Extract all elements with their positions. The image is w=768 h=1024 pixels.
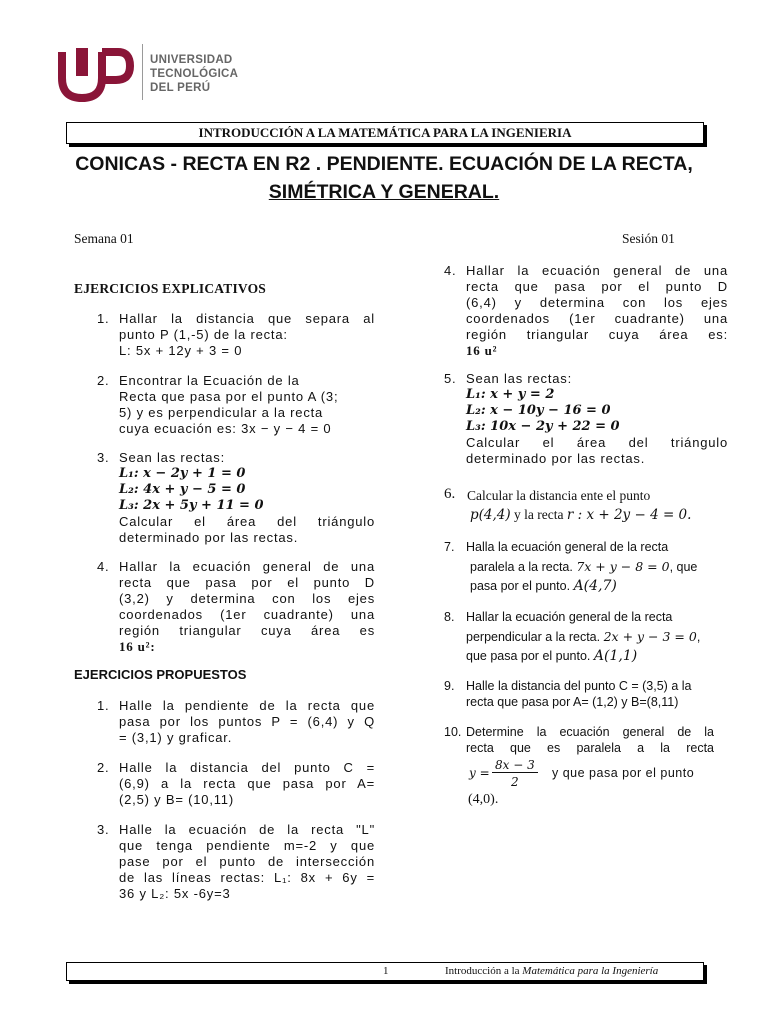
page-title <box>40 150 728 206</box>
semana-label: Semana 01 <box>74 231 134 246</box>
item-line: recta que pasa por el punto D <box>119 575 375 590</box>
fraction-bar <box>492 772 538 773</box>
university-line-1: UNIVERSIDAD <box>150 54 233 66</box>
item-number: 6. <box>444 486 456 502</box>
item-line: recta que es paralela a la recta <box>466 741 714 755</box>
item-line: coordenados (1er cuadrante) una <box>466 311 728 326</box>
item-line: 16 u²: <box>119 639 156 654</box>
fraction-denominator: 2 <box>511 775 519 789</box>
point-a: A(1,1) <box>593 648 638 664</box>
item-line: 16 u² <box>466 343 498 358</box>
right-item-4 <box>444 263 728 361</box>
item-number: 1. <box>97 698 110 713</box>
item-equation: 2x + y − 3 = 0 <box>603 629 697 644</box>
title-line-1: CONICAS - RECTA EN R2 . PENDIENTE. ECUACIÓN DE LA RECTA, <box>75 153 693 175</box>
item-line: Halle la ecuación de la recta "L" <box>119 822 375 837</box>
right-item-8 <box>444 608 734 662</box>
fraction-lhs: y = <box>469 766 490 780</box>
item-number: 1. <box>97 311 110 326</box>
item-number: 2. <box>97 373 110 388</box>
item-equation: L₃: 10x − 2y + 22 = 0 <box>466 419 620 434</box>
item-line: Hallar la ecuación general de la recta <box>466 610 673 624</box>
point: (4,0). <box>468 792 499 807</box>
item-line: 36 y L₂: 5x -6y=3 <box>119 886 231 901</box>
item-line: Calcular la distancia ente el punto <box>467 488 651 503</box>
item-line: Halle la pendiente de la recta que <box>119 698 375 713</box>
item-line: Hallar la ecuación general de una <box>466 263 728 278</box>
item-line: Sean las rectas: <box>466 371 573 386</box>
item-line: = (3,1) y graficar. <box>119 730 233 745</box>
footer-text-italic: Matemática para la Ingeniería <box>522 965 659 977</box>
item-line: perpendicular a la recta. <box>466 630 601 644</box>
item-line: pasa por el punto. <box>470 579 571 593</box>
point-p: p(4,4) <box>470 507 511 523</box>
item-number: 10. <box>444 725 462 739</box>
item-number: 3. <box>97 822 110 837</box>
item-line: coordenados (1er cuadrante) una <box>119 607 375 622</box>
right-item-5 <box>444 371 728 469</box>
item-line: Sean las rectas: <box>119 450 226 465</box>
item-line: Recta que pasa por el punto A (3; <box>119 389 339 404</box>
utp-logo <box>58 44 134 104</box>
item-equation: L₂: 4x + y − 5 = 0 <box>119 482 246 497</box>
right-item-7 <box>444 538 734 592</box>
item-line: y que pasa por el punto <box>552 766 695 780</box>
item-line: (6,4) y determina con los ejes <box>466 295 728 310</box>
item-line: Calcular el área del triángulo <box>119 514 375 529</box>
item-line: que pasa por el punto. <box>466 649 591 663</box>
item-line: Halle la distancia del punto C = (3,5) a la <box>466 679 692 693</box>
expl-item-2 <box>97 373 375 439</box>
point-a: A(4,7) <box>573 578 617 594</box>
sesion-label: Sesión 01 <box>622 231 675 246</box>
item-line: pase por el punto de intersección <box>119 854 375 869</box>
item-line: pasa por los puntos P = (6,4) y Q <box>119 714 375 729</box>
item-line: , <box>696 630 701 644</box>
item-line: región triangular cuya área es <box>119 623 375 638</box>
item-line: cuya ecuación es: 3x − y − 4 = 0 <box>119 421 332 436</box>
right-item-10 <box>444 724 734 816</box>
item-equation: L₁: x − 2y + 1 = 0 <box>119 466 246 481</box>
item-line: punto P (1,-5) de la recta: <box>119 327 288 342</box>
expl-item-3 <box>97 450 375 548</box>
item-line: Hallar la ecuación general de una <box>119 559 375 574</box>
item-equation: L₃: 2x + 5y + 11 = 0 <box>119 498 264 513</box>
item-number: 4. <box>97 559 110 574</box>
item-equation: L₁: x + y = 2 <box>466 387 555 402</box>
item-line: determinado por las rectas. <box>119 530 299 545</box>
item-line: Calcular el área del triángulo <box>466 435 728 450</box>
university-line-2: TECNOLÓGICA <box>150 68 239 80</box>
item-line: de las líneas rectas: L₁: 8x + 6y = <box>119 870 375 885</box>
item-number: 2. <box>97 760 110 775</box>
fraction-numerator: 8x − 3 <box>495 758 535 772</box>
item-line: recta que pasa por el punto D <box>466 279 728 294</box>
prop-item-1 <box>97 698 375 748</box>
item-line: que tenga pendiente m=-2 y que <box>119 838 375 853</box>
item-line: Determine la ecuación general de la <box>466 725 714 739</box>
expl-item-4 <box>97 559 375 657</box>
item-line: y la recta <box>514 507 564 522</box>
expl-item-1 <box>97 311 375 361</box>
item-number: 4. <box>444 263 457 278</box>
footer-text-prefix: Introducción a la <box>445 965 520 977</box>
item-line: (6,9) a la recta que pasa por A= <box>119 776 375 791</box>
university-name <box>150 53 238 95</box>
item-line: (3,2) y determina con los ejes <box>119 591 375 606</box>
item-number: 8. <box>444 610 455 624</box>
item-equation: 7x + y − 8 = 0 <box>576 559 670 574</box>
title-line-2: SIMÉTRICA Y GENERAL. <box>268 181 500 203</box>
course-title: INTRODUCCIÓN A LA MATEMÁTICA PARA LA INGENIERIA <box>198 125 572 140</box>
item-line: Hallar la distancia que separa al <box>119 311 375 326</box>
item-line: recta que pasa por A= (1,2) y B=(8,11) <box>466 695 679 709</box>
item-number: 3. <box>97 450 110 465</box>
course-title-box <box>66 122 704 144</box>
item-equation: L: 5x + 12y + 3 = 0 <box>119 343 243 358</box>
item-number: 5. <box>444 371 457 386</box>
item-equation: L₂: x − 10y − 16 = 0 <box>466 403 611 418</box>
heading-explicativos: EJERCICIOS EXPLICATIVOS <box>74 281 266 296</box>
line-r-equation: r : x + 2y − 4 = 0. <box>566 507 692 523</box>
item-line: 5) y es perpendicular a la recta <box>119 405 324 420</box>
item-line: (2,5) y B= (10,11) <box>119 792 234 807</box>
logo-divider <box>142 44 143 100</box>
prop-item-2 <box>97 760 375 810</box>
page-number: 1 <box>383 965 389 977</box>
item-line: región triangular cuya área es: <box>466 327 728 342</box>
university-line-3: DEL PERÚ <box>150 82 211 94</box>
heading-propuestos: EJERCICIOS PROPUESTOS <box>74 667 247 682</box>
item-line: determinado por las rectas. <box>466 451 646 466</box>
footer-text <box>445 965 658 977</box>
item-line: Halle la distancia del punto C = <box>119 760 375 775</box>
item-line: , que <box>669 560 698 574</box>
item-line: paralela a la recta. <box>470 560 573 574</box>
item-number: 7. <box>444 540 455 554</box>
right-item-6 <box>444 485 728 525</box>
item-number: 9. <box>444 679 455 693</box>
item-line: Halla la ecuación general de la recta <box>466 540 669 554</box>
right-item-9 <box>444 678 734 714</box>
item-line: Encontrar la Ecuación de la <box>119 373 300 388</box>
prop-item-3 <box>97 822 375 904</box>
